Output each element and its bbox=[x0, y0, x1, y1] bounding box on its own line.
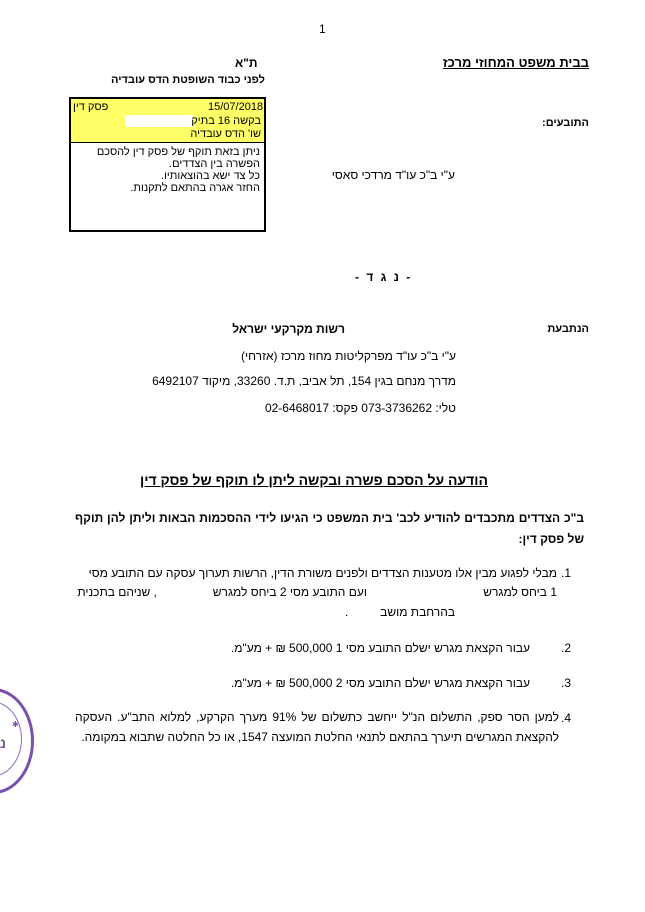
clause-1-line-2b: ועם התובע מסי 2 ביחס למגרש bbox=[212, 585, 367, 599]
stamp-request: בקשה 16 בתיק bbox=[191, 115, 261, 127]
defendant-name: רשות מקרקעי ישראל bbox=[232, 322, 345, 336]
seal-star-icon: ✱ bbox=[12, 720, 19, 729]
stamp-date: 15/07/2018 bbox=[208, 101, 264, 113]
clause-1-line-1: מבלי לפגוע מבין אלו מטענות הצדדים ולפנים משורת הדין, הרשות תערוך עסקה עם התובע מסי bbox=[88, 566, 557, 580]
case-type: ת"א bbox=[235, 56, 258, 70]
court-name: בבית משפט המחוזי מרכז bbox=[442, 55, 589, 70]
redacted-case-number bbox=[125, 115, 193, 127]
stamp-body bbox=[74, 146, 260, 194]
clause-number: .4 bbox=[561, 711, 572, 725]
plaintiffs-counsel: ע"י ב"כ עו"ד מרדכי סאסי bbox=[331, 168, 455, 182]
clause-1-period: . bbox=[345, 605, 349, 619]
clause-1-line-3: בהרחבת מושב bbox=[380, 605, 455, 619]
decision-stamp bbox=[69, 97, 266, 232]
stamp-doc-type: פסק דין bbox=[73, 101, 109, 113]
clause-number: .2 bbox=[561, 641, 572, 655]
stamp-body-line: החזר אגרה בהתאם לתקנות. bbox=[130, 182, 260, 194]
seal-text: נ bbox=[0, 735, 7, 751]
stamp-header bbox=[71, 99, 264, 143]
clause-1-line-2a: 1 ביחס למגרש bbox=[483, 585, 557, 599]
versus: - נ ג ד - bbox=[355, 270, 413, 284]
judge-line: לפני כבוד השופטת הדס עובדיה bbox=[111, 74, 265, 86]
clause-2-text: עבור הקצאת מגרש ישלם התובע מסי 1 500,000 ₪ + מע"מ. bbox=[230, 641, 530, 655]
clause-number: .3 bbox=[561, 676, 572, 690]
clause-number: .1 bbox=[561, 566, 572, 580]
document-title: הודעה על הסכם פשרה ובקשה ליתן לו תוקף של פסק דין bbox=[140, 472, 488, 488]
defendant-contact: טלי: 073-3736262 פקס: 02-6468017 bbox=[264, 401, 456, 415]
stamp-body-line: כל צד ישא בהוצאותיו. bbox=[161, 170, 260, 182]
stamp-judge: שו' הדס עובדיה bbox=[190, 128, 261, 140]
intro-paragraph: ב"כ הצדדים מתכבדים להודיע לכב' בית המשפט כי הגיעו לידי ההסכמות הבאות וליתן להן תוקף של פסק דין: bbox=[75, 511, 584, 546]
plaintiffs-label: התובעים: bbox=[542, 117, 589, 129]
defendant-label: הנתבעת bbox=[547, 323, 589, 335]
defendant-address: מדרך מנחם בגין 154, תל אביב, ת.ד. 33260, מיקוד 6492107 bbox=[152, 374, 456, 388]
page-number: 1 bbox=[319, 22, 326, 36]
stamp-body-line: ניתן בזאת תוקף של פסק דין להסכם הפשרה בין הצדדים. bbox=[96, 146, 260, 170]
defendant-counsel: ע"י ב"כ עו"ד מפרקליטות מחוז מרכז (אזרחי) bbox=[241, 349, 456, 363]
clause-3-text: עבור הקצאת מגרש ישלם התובע מסי 2 500,000 ₪ + מע"מ. bbox=[230, 676, 530, 690]
clause-1-line-2c: , שניהם בתכנית bbox=[77, 585, 157, 599]
clause-4-text: למען הסר ספק, התשלום הנ"ל ייחשב כתשלום של 91% מערך הקרקע, למלוא התב"ע. העסקה להקצאת המגרשים תיערך בהתאם לתנאי החלטת המועצה 1547, או כל החלטה שתבוא במקומה. bbox=[75, 710, 559, 744]
